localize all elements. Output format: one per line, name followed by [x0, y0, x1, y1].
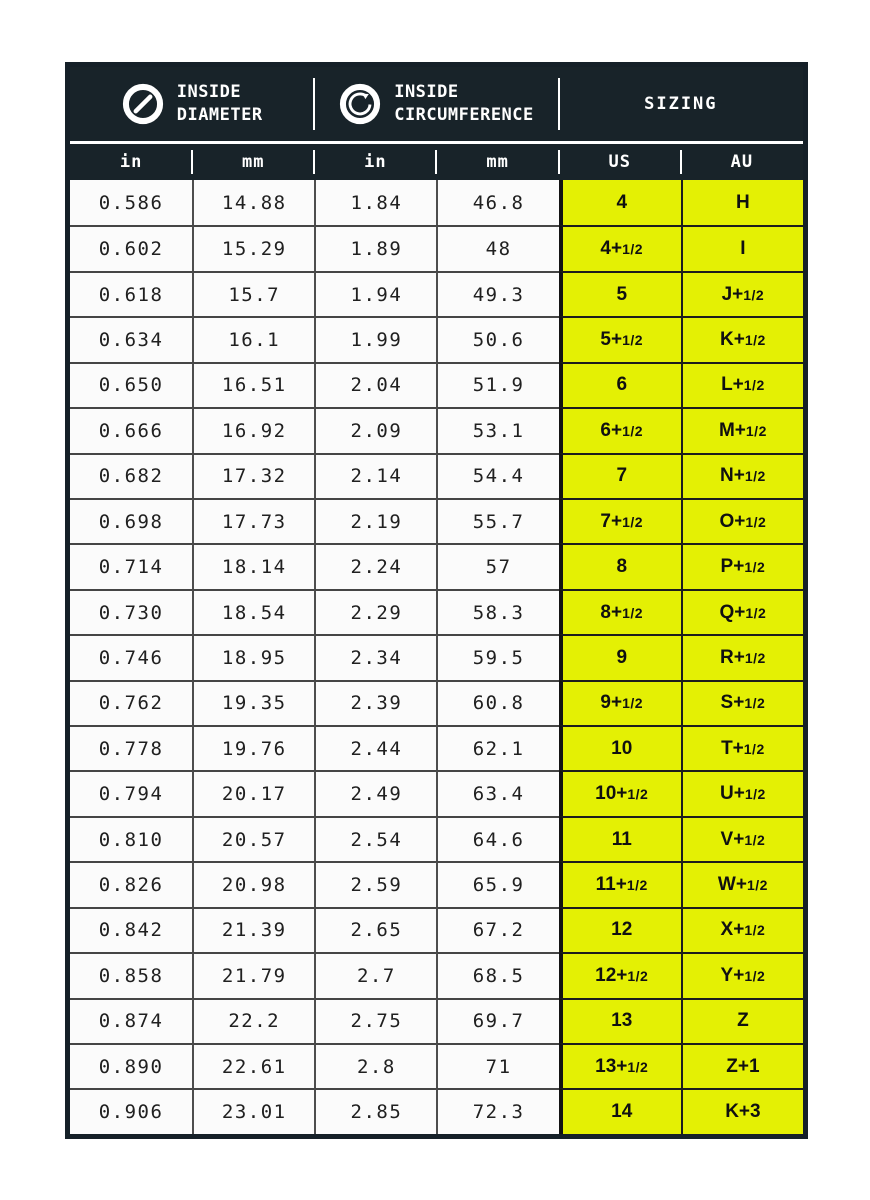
cell-size-au: M+ 1/2 — [681, 407, 803, 452]
cell-size-us: 5 — [559, 271, 681, 316]
cell-circumference-mm: 48 — [436, 225, 558, 270]
cell-circumference-in: 2.14 — [314, 453, 436, 498]
table-row — [70, 1043, 803, 1088]
header-label-sizing: SIZING — [644, 94, 718, 114]
column-header-diameter-in: in — [119, 152, 143, 172]
cell-circumference-in: 1.89 — [314, 225, 436, 270]
cell-circumference-mm: 60.8 — [436, 680, 558, 725]
cell-circumference-mm: 69.7 — [436, 998, 558, 1043]
table-row — [70, 680, 803, 725]
cell-size-au: H — [681, 180, 803, 225]
cell-circumference-mm: 50.6 — [436, 316, 558, 361]
cell-diameter-in: 0.618 — [70, 271, 192, 316]
cell-circumference-in: 2.75 — [314, 998, 436, 1043]
cell-diameter-in: 0.650 — [70, 362, 192, 407]
cell-circumference-in: 2.19 — [314, 498, 436, 543]
cell-circumference-in: 2.85 — [314, 1088, 436, 1133]
cell-diameter-in: 0.730 — [70, 589, 192, 634]
column-header-circumference-mm: mm — [436, 144, 558, 180]
cell-circumference-mm: 49.3 — [436, 271, 558, 316]
cell-circumference-mm: 57 — [436, 543, 558, 588]
cell-size-us: 7 — [559, 453, 681, 498]
cell-size-au: K+3 — [681, 1088, 803, 1133]
cell-size-us: 13+ 1/2 — [559, 1043, 681, 1088]
cell-diameter-mm: 22.2 — [192, 998, 314, 1043]
table-row — [70, 453, 803, 498]
cell-diameter-in: 0.698 — [70, 498, 192, 543]
cell-circumference-mm: 59.5 — [436, 634, 558, 679]
table-row — [70, 952, 803, 997]
cell-diameter-mm: 19.76 — [192, 725, 314, 770]
cell-circumference-mm: 51.9 — [436, 362, 558, 407]
cell-size-au: R+ 1/2 — [681, 634, 803, 679]
cell-circumference-in: 2.49 — [314, 770, 436, 815]
cell-size-au: O+ 1/2 — [681, 498, 803, 543]
unit-header-row — [70, 144, 803, 180]
cell-circumference-mm: 68.5 — [436, 952, 558, 997]
cell-size-au: Z — [681, 998, 803, 1043]
table-row — [70, 770, 803, 815]
cell-diameter-in: 0.810 — [70, 816, 192, 861]
cell-circumference-mm: 54.4 — [436, 453, 558, 498]
cell-size-us: 11+ 1/2 — [559, 861, 681, 906]
cell-diameter-mm: 16.51 — [192, 362, 314, 407]
cell-diameter-mm: 22.61 — [192, 1043, 314, 1088]
cell-circumference-in: 2.44 — [314, 725, 436, 770]
cell-diameter-in: 0.682 — [70, 453, 192, 498]
column-header-diameter-mm: mm — [192, 144, 314, 180]
cell-circumference-mm: 71 — [436, 1043, 558, 1088]
cell-diameter-in: 0.874 — [70, 998, 192, 1043]
cell-size-au: J+ 1/2 — [681, 271, 803, 316]
cell-diameter-mm: 20.17 — [192, 770, 314, 815]
table-row — [70, 180, 803, 225]
cell-diameter-in: 0.634 — [70, 316, 192, 361]
cell-diameter-in: 0.762 — [70, 680, 192, 725]
cell-diameter-in: 0.602 — [70, 225, 192, 270]
cell-size-us: 8 — [559, 543, 681, 588]
cell-size-us: 6+ 1/2 — [559, 407, 681, 452]
cell-size-us: 9 — [559, 634, 681, 679]
cell-diameter-in: 0.778 — [70, 725, 192, 770]
table-row — [70, 1088, 803, 1133]
cell-circumference-in: 1.94 — [314, 271, 436, 316]
cell-size-us: 10+ 1/2 — [559, 770, 681, 815]
cell-diameter-in: 0.794 — [70, 770, 192, 815]
header-group-sizing — [559, 67, 803, 141]
cell-size-au: L+ 1/2 — [681, 362, 803, 407]
circumference-icon — [339, 83, 381, 125]
cell-circumference-in: 2.8 — [314, 1043, 436, 1088]
cell-circumference-in: 1.84 — [314, 180, 436, 225]
cell-diameter-in: 0.906 — [70, 1088, 192, 1133]
cell-size-us: 13 — [559, 998, 681, 1043]
column-header-size-au: AU — [681, 144, 803, 180]
cell-circumference-in: 2.7 — [314, 952, 436, 997]
cell-size-au: V+ 1/2 — [681, 816, 803, 861]
cell-size-au: I — [681, 225, 803, 270]
table-header — [70, 67, 803, 141]
cell-size-au: X+ 1/2 — [681, 907, 803, 952]
cell-diameter-mm: 20.98 — [192, 861, 314, 906]
cell-circumference-mm: 64.6 — [436, 816, 558, 861]
cell-diameter-mm: 18.95 — [192, 634, 314, 679]
cell-circumference-in: 2.24 — [314, 543, 436, 588]
cell-circumference-mm: 67.2 — [436, 907, 558, 952]
header-group-inside-diameter — [70, 67, 314, 141]
cell-size-au: U+ 1/2 — [681, 770, 803, 815]
cell-diameter-mm: 16.92 — [192, 407, 314, 452]
cell-diameter-mm: 15.29 — [192, 225, 314, 270]
cell-circumference-in: 2.04 — [314, 362, 436, 407]
cell-circumference-mm: 62.1 — [436, 725, 558, 770]
table-row — [70, 316, 803, 361]
cell-diameter-mm: 17.32 — [192, 453, 314, 498]
cell-diameter-mm: 18.14 — [192, 543, 314, 588]
column-header-size-us: US — [559, 144, 681, 180]
cell-size-au: Y+ 1/2 — [681, 952, 803, 997]
cell-circumference-mm: 46.8 — [436, 180, 558, 225]
cell-size-us: 6 — [559, 362, 681, 407]
cell-diameter-in: 0.714 — [70, 543, 192, 588]
cell-size-au: K+ 1/2 — [681, 316, 803, 361]
cell-circumference-mm: 63.4 — [436, 770, 558, 815]
cell-size-us: 5+ 1/2 — [559, 316, 681, 361]
cell-size-au: N+ 1/2 — [681, 453, 803, 498]
table-body — [70, 180, 803, 1134]
cell-size-us: 4+ 1/2 — [559, 225, 681, 270]
cell-diameter-mm: 16.1 — [192, 316, 314, 361]
cell-size-us: 8+ 1/2 — [559, 589, 681, 634]
cell-size-au: P+ 1/2 — [681, 543, 803, 588]
table-row — [70, 271, 803, 316]
cell-diameter-mm: 18.54 — [192, 589, 314, 634]
table-row — [70, 861, 803, 906]
cell-diameter-in: 0.842 — [70, 907, 192, 952]
cell-size-au: Z+1 — [681, 1043, 803, 1088]
cell-circumference-in: 2.65 — [314, 907, 436, 952]
cell-circumference-in: 2.09 — [314, 407, 436, 452]
cell-diameter-mm: 21.39 — [192, 907, 314, 952]
cell-diameter-mm: 19.35 — [192, 680, 314, 725]
table-row — [70, 362, 803, 407]
cell-diameter-mm: 21.79 — [192, 952, 314, 997]
cell-diameter-mm: 15.7 — [192, 271, 314, 316]
cell-circumference-in: 2.29 — [314, 589, 436, 634]
cell-size-us: 12 — [559, 907, 681, 952]
table-row — [70, 407, 803, 452]
header-label-inside-circumference: INSIDE CIRCUMFERENCE — [394, 82, 534, 125]
table-row — [70, 998, 803, 1043]
cell-size-us: 12+ 1/2 — [559, 952, 681, 997]
cell-circumference-in: 2.54 — [314, 816, 436, 861]
header-group-inside-circumference — [314, 67, 558, 141]
table-row — [70, 543, 803, 588]
ring-size-table — [65, 62, 808, 1139]
cell-size-au: S+ 1/2 — [681, 680, 803, 725]
cell-diameter-in: 0.666 — [70, 407, 192, 452]
cell-diameter-in: 0.858 — [70, 952, 192, 997]
cell-size-au: Q+ 1/2 — [681, 589, 803, 634]
cell-size-us: 9+ 1/2 — [559, 680, 681, 725]
cell-circumference-in: 1.99 — [314, 316, 436, 361]
cell-circumference-in: 2.34 — [314, 634, 436, 679]
cell-circumference-mm: 53.1 — [436, 407, 558, 452]
header-label-inside-diameter: INSIDE DIAMETER — [176, 82, 263, 125]
cell-circumference-in: 2.39 — [314, 680, 436, 725]
table-row — [70, 589, 803, 634]
table-row — [70, 634, 803, 679]
cell-diameter-in: 0.826 — [70, 861, 192, 906]
cell-size-au: W+ 1/2 — [681, 861, 803, 906]
cell-circumference-mm: 55.7 — [436, 498, 558, 543]
cell-circumference-mm: 72.3 — [436, 1088, 558, 1133]
table-row — [70, 816, 803, 861]
cell-diameter-mm: 17.73 — [192, 498, 314, 543]
table-row — [70, 725, 803, 770]
cell-diameter-mm: 23.01 — [192, 1088, 314, 1133]
diameter-icon — [122, 83, 164, 125]
table-row — [70, 225, 803, 270]
cell-diameter-in: 0.586 — [70, 180, 192, 225]
cell-diameter-mm: 14.88 — [192, 180, 314, 225]
cell-size-us: 14 — [559, 1088, 681, 1133]
table-row — [70, 907, 803, 952]
table-row — [70, 498, 803, 543]
cell-size-us: 4 — [559, 180, 681, 225]
column-header-circumference-in: in — [314, 144, 436, 180]
cell-size-us: 11 — [559, 816, 681, 861]
cell-size-au: T+ 1/2 — [681, 725, 803, 770]
cell-size-us: 10 — [559, 725, 681, 770]
cell-diameter-mm: 20.57 — [192, 816, 314, 861]
cell-diameter-in: 0.746 — [70, 634, 192, 679]
cell-diameter-in: 0.890 — [70, 1043, 192, 1088]
cell-circumference-in: 2.59 — [314, 861, 436, 906]
cell-size-us: 7+ 1/2 — [559, 498, 681, 543]
cell-circumference-mm: 58.3 — [436, 589, 558, 634]
cell-circumference-mm: 65.9 — [436, 861, 558, 906]
